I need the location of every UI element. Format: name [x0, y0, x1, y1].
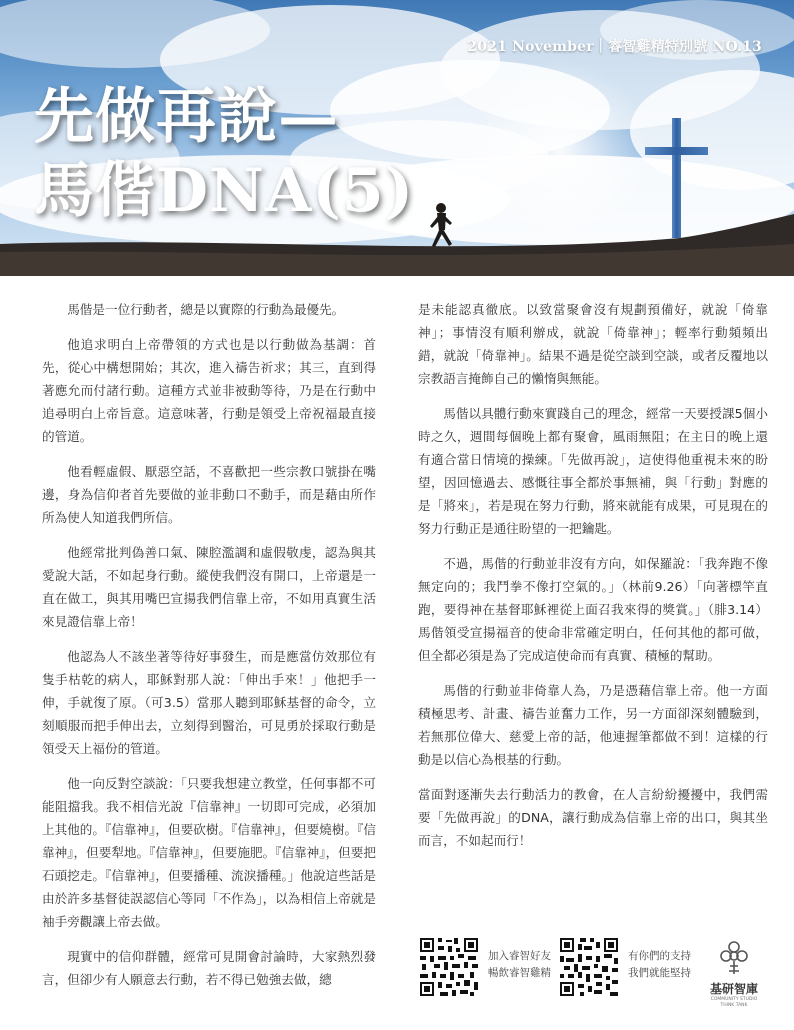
paragraph: 他追求明白上帝帶領的方式也是以行動做為基調：首先，從心中構想開始；其次，進入禱告祈求；其三，直到得著應允而付諸行動。這種方式並非被動等待，乃是在行動中追尋明白上帝旨意。這意味著，行動是領受上帝祝福最直接的管道。: [42, 337, 376, 444]
caption-line: 暢飲睿智雞精: [488, 967, 551, 979]
logo-name: 基研智庫: [709, 982, 758, 996]
qr-caption-support: [628, 948, 691, 982]
qr-code-line[interactable]: [418, 936, 480, 998]
paragraph: 馬偕以具體行動來實踐自己的理念，經常一天要授課5個小時之久，週間每個晚上都有聚會，風雨無阻；在主日的晚上還有適合當日情境的操練。「先做再說」，這使得他重視未來的盼望，因回憶過去、感慨往事全都於事無補，與「行動」對應的是「將來」，若是現在努力行動，將來就能有成果，可見現在的努力行動正是通往盼望的一把鑰匙。: [418, 406, 768, 536]
qr-caption-line: [488, 948, 551, 982]
title-line-2: 馬偕DNA(5): [34, 156, 414, 226]
paragraph: 他經常批判偽善口氣、陳腔濫調和虛假敬虔，認為與其愛說大話，不如起身行動。縱使我們沒有開口，上帝還是一直在做工，與其用嘴巴宣揚我們信靠上帝，不如用真實生活來見證信靠上帝！: [42, 545, 376, 629]
paragraph: 他看輕虛假、厭惡空話，不喜歡把一些宗教口號掛在嘴邊，身為信仰者首先要做的並非動口不動手，而是藉由所作所為使人知道我們所信。: [42, 464, 376, 525]
qr-code-icon: [558, 936, 620, 998]
caption-line: 有你們的支持: [628, 950, 691, 962]
paragraph: 他一向反對空談說：「只要我想建立教堂，任何事都不可能阻擋我。我不相信光說『信靠神』一切即可完成，必須加上其他的。『信靠神』，但要砍樹。『信靠神』，但要燒樹。『信靠神』，但要犁地。『信靠神』，但要施肥。『信靠神』，但要把石頭挖走。『信靠神』，但要播種、流淚播種。」他說這些話是由於許多基督徒誤認信心等同「不作為」，以為相信上帝就是袖手旁觀讓上帝去做。: [42, 776, 376, 929]
paragraph: 馬偕的行動並非倚靠人為，乃是憑藉信靠上帝。他一方面積極思考、計畫、禱告並奮力工作，另一方面卻深刻體驗到，若無那位偉大、慈愛上帝的話，他連握筆都做不到！這樣的行動是以信心為根基的行動。: [418, 683, 768, 767]
hero-banner: [0, 0, 794, 276]
caption-line: 加入睿智好友: [488, 950, 551, 962]
paragraph: 是未能認真徹底。以致當聚會沒有規劃預備好，就說「倚靠神」；事情沒有順利辦成，就說「倚靠神」；輕率行動頻頻出錯，就說「倚靠神」。結果不過是從空談到空談，或者反覆地以宗教語言掩飾自己的懶惰與無能。: [418, 302, 768, 386]
knot-icon: [714, 938, 754, 976]
paragraph: 他認為人不該坐著等待好事發生，而是應當仿效那位有隻手枯乾的病人，耶穌對那人說：「伸出手來！」他把手一伸，手就復了原。（可3.5）當那人聽到耶穌基督的命令，立刻順服而把手伸出去，立刻得到醫治，可見勇於採取行動是領受天上福份的管道。: [42, 649, 376, 756]
paragraph: 當面對逐漸失去行動活力的教會，在人言紛紛擾擾中，我們需要「先做再說」的DNA，讓行動成為信靠上帝的出口，與其坐而言，不如起而行！: [418, 787, 768, 848]
footer: [418, 936, 778, 1006]
issue-label: 2021 November｜睿智雞精特別號 NO.13: [467, 39, 762, 55]
logo: [698, 938, 770, 1008]
sun-glow: [470, 60, 650, 240]
left-column: [42, 298, 376, 1003]
caption-line: 我們就能堅持: [628, 967, 691, 979]
qr-code-icon: [418, 936, 480, 998]
logo-sub: THINK TANK: [720, 1003, 748, 1008]
paragraph: 馬偕是一位行動者，總是以實際的行動為最優先。: [67, 302, 345, 317]
logo-sub: COMMUNITY STUDIO: [710, 997, 758, 1002]
qr-code-support[interactable]: [558, 936, 620, 998]
right-column: [418, 298, 768, 864]
paragraph: 不過，馬偕的行動並非沒有方向，如保羅說：「我奔跑不像無定向的；我鬥拳不像打空氣的。」（林前9.26）「向著標竿直跑，要得神在基督耶穌裡從上面召我來得的獎賞。」（腓3.14）馬偕領受宣揚福音的使命非常確定明白，任何其他的都可做，但全都必須是為了完成這使命而有真實、積極的幫助。: [418, 556, 768, 663]
title-line-1: 先做再說—: [34, 82, 339, 152]
paragraph: 現實中的信仰群體，經常可見開會討論時，大家熱烈發言，但卻少有人願意去行動，若不得已勉強去做，總: [42, 949, 376, 987]
page-title: [34, 80, 414, 228]
